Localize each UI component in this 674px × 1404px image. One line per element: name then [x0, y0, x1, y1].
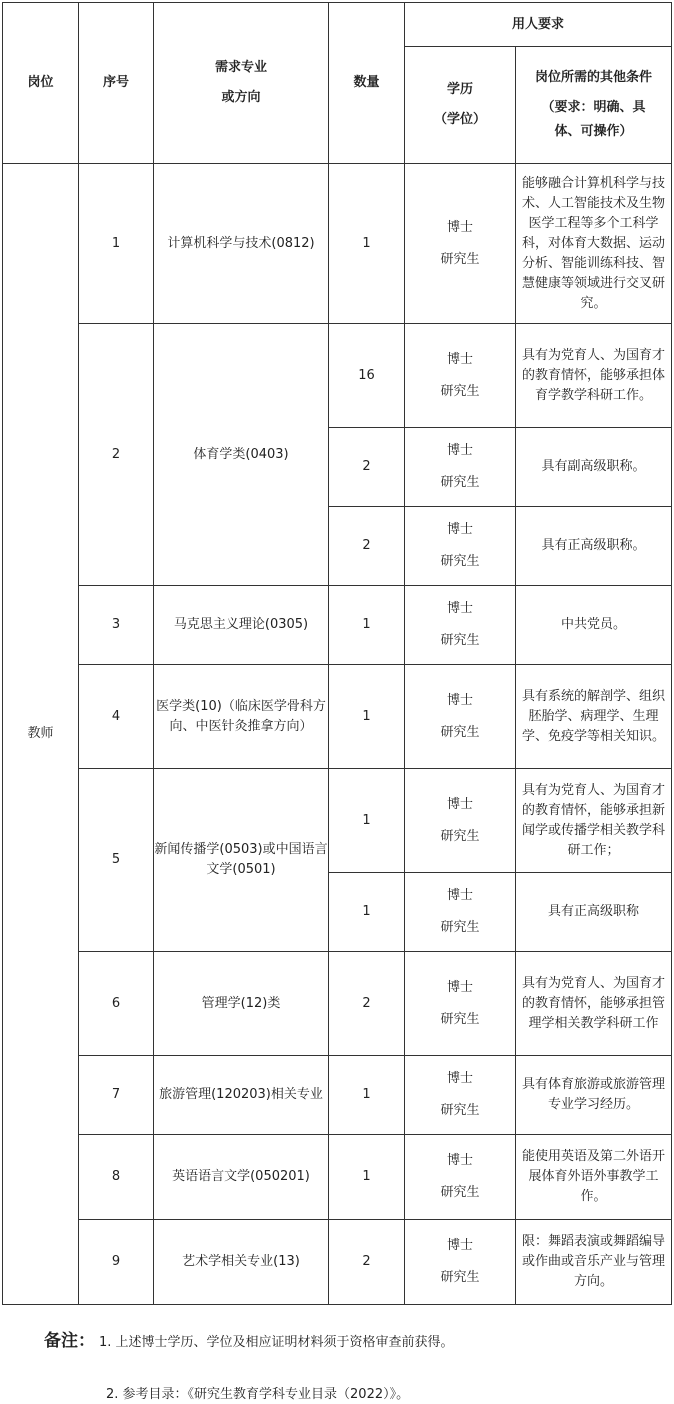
- conditions-cell: 具有体育旅游或旅游管理专业学习经历。: [516, 1056, 672, 1135]
- level-text: 研究生: [440, 475, 480, 490]
- quantity-cell: 1: [329, 164, 405, 324]
- level-text: 研究生: [440, 554, 480, 569]
- notes: [44, 1326, 454, 1402]
- conditions-cell: 具有为党育人、为国育才的教育情怀，能够承担新闻学或传播学相关教学科研工作；: [516, 769, 672, 873]
- header-major-line1: 需求专业: [214, 60, 267, 75]
- degree-text: 博士: [446, 1153, 473, 1168]
- degree-text: 博士: [446, 1238, 473, 1253]
- degree-text: 博士: [446, 1071, 473, 1086]
- quantity-cell: 1: [329, 769, 405, 873]
- conditions-cell: 能使用英语及第二外语开展体育外语外事教学工作。: [516, 1135, 672, 1220]
- notes-label: 备注：: [44, 1331, 95, 1351]
- major-cell: 医学类(10)（临床医学骨科方向、中医针灸推拿方向）: [154, 665, 329, 769]
- seq-cell: 4: [79, 665, 154, 769]
- quantity-cell: 16: [329, 324, 405, 428]
- degree-text: 博士: [446, 443, 473, 458]
- degree-text: 博士: [446, 888, 473, 903]
- header-position: 岗位: [3, 3, 79, 164]
- education-cell: [405, 507, 516, 586]
- level-text: 研究生: [440, 383, 480, 399]
- level-text: 研究生: [440, 1270, 480, 1285]
- conditions-cell: 中共党员。: [516, 586, 672, 665]
- table-row: [3, 164, 672, 324]
- table-row: [3, 665, 672, 769]
- level-text: 研究生: [440, 1011, 480, 1027]
- major-cell: 计算机科学与技术(0812): [154, 164, 329, 324]
- table-row: [3, 1135, 672, 1220]
- header-conditions-line2: （要求：明确、具: [541, 100, 646, 115]
- education-cell: [405, 873, 516, 952]
- table-row: [3, 769, 672, 873]
- header-education-line2: （学位）: [433, 112, 486, 127]
- table-row: [3, 1056, 672, 1135]
- education-cell: [405, 164, 516, 324]
- conditions-cell: 具有为党育人、为国育才的教育情怀，能够承担管理学相关教学科研工作: [516, 952, 672, 1056]
- education-cell: [405, 586, 516, 665]
- table-row: [3, 324, 672, 428]
- major-cell: 旅游管理(120203)相关专业: [154, 1056, 329, 1135]
- quantity-cell: 1: [329, 1135, 405, 1220]
- conditions-cell: 限：舞蹈表演或舞蹈编导或作曲或音乐产业与管理方向。: [516, 1220, 672, 1305]
- seq-cell: 8: [79, 1135, 154, 1220]
- header-quantity: 数量: [329, 3, 405, 164]
- seq-cell: 3: [79, 586, 154, 665]
- education-cell: [405, 1220, 516, 1305]
- education-cell: [405, 428, 516, 507]
- conditions-cell: 具有正高级职称: [516, 873, 672, 952]
- quantity-cell: 2: [329, 428, 405, 507]
- level-text: 研究生: [440, 920, 480, 935]
- header-education: [405, 47, 516, 164]
- seq-cell: 9: [79, 1220, 154, 1305]
- major-cell: 英语语言文学(050201): [154, 1135, 329, 1220]
- major-cell: 管理学(12)类: [154, 952, 329, 1056]
- seq-cell: 5: [79, 769, 154, 952]
- degree-text: 博士: [446, 601, 473, 616]
- table-row: [3, 586, 672, 665]
- education-cell: [405, 324, 516, 428]
- degree-text: 博士: [446, 522, 473, 537]
- education-cell: [405, 665, 516, 769]
- degree-text: 博士: [446, 796, 473, 812]
- quantity-cell: 1: [329, 586, 405, 665]
- quantity-cell: 1: [329, 665, 405, 769]
- education-cell: [405, 1135, 516, 1220]
- note-item-1: 1. 上述博士学历、学位及相应证明材料须于资格审查前获得。: [99, 1335, 454, 1350]
- recruitment-table: [2, 2, 672, 1305]
- conditions-cell: 具有为党育人、为国育才的教育情怀，能够承担体育学教学科研工作。: [516, 324, 672, 428]
- major-cell: 体育学类(0403): [154, 324, 329, 586]
- conditions-cell: 具有副高级职称。: [516, 428, 672, 507]
- quantity-cell: 2: [329, 507, 405, 586]
- header-seq: 序号: [79, 3, 154, 164]
- quantity-cell: 1: [329, 1056, 405, 1135]
- level-text: 研究生: [440, 1185, 480, 1200]
- major-cell: 艺术学相关专业(13): [154, 1220, 329, 1305]
- level-text: 研究生: [440, 828, 480, 844]
- quantity-cell: 2: [329, 1220, 405, 1305]
- header-requirements: 用人要求: [405, 3, 672, 47]
- level-text: 研究生: [440, 633, 480, 648]
- major-cell: 马克思主义理论(0305): [154, 586, 329, 665]
- seq-cell: 6: [79, 952, 154, 1056]
- note-item-2: 2. 参考目录：《研究生教育学科专业目录（2022）》。: [106, 1387, 410, 1402]
- seq-cell: 7: [79, 1056, 154, 1135]
- table-row: [3, 952, 672, 1056]
- seq-cell: 1: [79, 164, 154, 324]
- level-text: 研究生: [440, 1103, 480, 1118]
- major-cell: 新闻传播学(0503)或中国语言文学(0501): [154, 769, 329, 952]
- seq-cell: 2: [79, 324, 154, 586]
- quantity-cell: 2: [329, 952, 405, 1056]
- quantity-cell: 1: [329, 873, 405, 952]
- header-education-line1: 学历: [446, 82, 473, 97]
- header-major-line2: 或方向: [221, 90, 261, 105]
- education-cell: [405, 1056, 516, 1135]
- header-major: [154, 3, 329, 164]
- education-cell: [405, 769, 516, 873]
- table-row: [3, 1220, 672, 1305]
- level-text: 研究生: [440, 724, 480, 740]
- position-cell: 教师: [3, 164, 79, 1305]
- degree-text: 博士: [446, 692, 473, 708]
- header-conditions: [516, 47, 672, 164]
- conditions-cell: 能够融合计算机科学与技术、人工智能技术及生物医学工程等多个工科学科，对体育大数据、运动分析、智能训练科技、智慧健康等领域进行交叉研究。: [516, 164, 672, 324]
- degree-text: 博士: [446, 351, 473, 367]
- header-conditions-line3: 体、可操作）: [554, 124, 633, 139]
- header-conditions-line1: 岗位所需的其他条件: [535, 70, 653, 85]
- degree-text: 博士: [446, 979, 473, 995]
- education-cell: [405, 952, 516, 1056]
- conditions-cell: 具有正高级职称。: [516, 507, 672, 586]
- note-line-1: [44, 1326, 454, 1351]
- conditions-cell: 具有系统的解剖学、组织胚胎学、病理学、生理学、免疫学等相关知识。: [516, 665, 672, 769]
- level-text: 研究生: [440, 251, 480, 267]
- degree-text: 博士: [446, 219, 473, 235]
